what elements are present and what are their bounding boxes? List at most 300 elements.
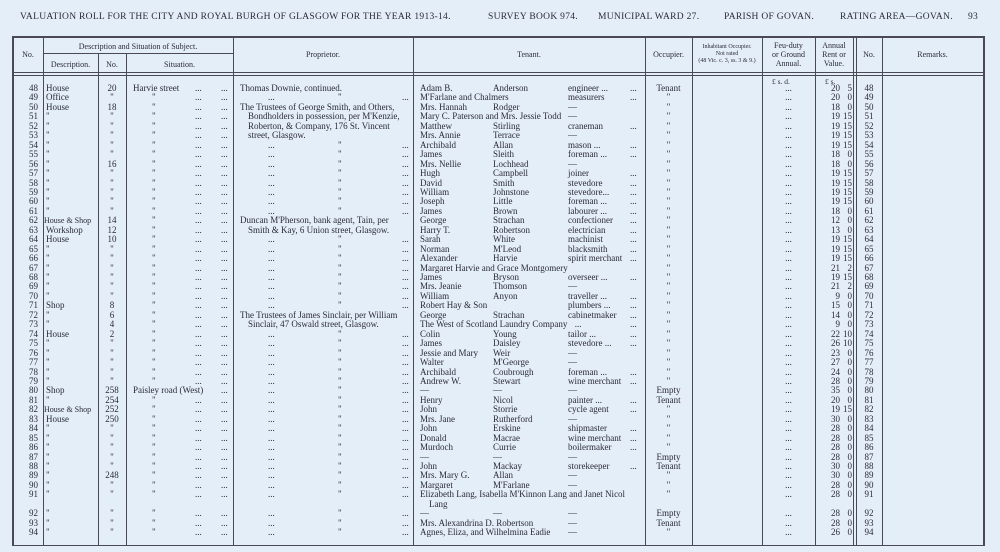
leader-dots: ... [630, 83, 637, 93]
tenant-name: The West of Scotland Laundry Company [420, 319, 568, 330]
rent-pounds: 9 [835, 290, 840, 301]
leader-dots: ... [195, 168, 202, 179]
occupier: " [666, 111, 671, 122]
proprietor-ditto: " [338, 375, 342, 386]
entry-number: 79 [29, 375, 38, 386]
situation-ditto: " [152, 357, 156, 368]
leader-dots: ... [195, 404, 202, 415]
situation-ditto: " [152, 404, 156, 415]
leader-dots: ... [268, 451, 275, 462]
leader-dots: ... [268, 92, 275, 103]
leader-dots: ... [221, 262, 228, 273]
situation-ditto: " [152, 442, 156, 453]
occupier: " [666, 177, 671, 188]
rent-pounds: 18 [831, 149, 840, 160]
leader-dots: ... [630, 442, 637, 453]
street-number: 20 [107, 83, 117, 93]
rent-pounds: 26 [831, 527, 840, 538]
situation-ditto: " [152, 461, 156, 471]
leader-dots: ... [268, 366, 275, 377]
leader-dots: ... [402, 328, 409, 339]
leader-dots: ... [268, 158, 275, 169]
tenant-surname: Thomson [493, 281, 528, 292]
street-number: " [110, 130, 114, 141]
situation-ditto: " [152, 205, 156, 216]
table-row [0, 528, 1000, 537]
tenant-occupation: — [568, 413, 577, 424]
tenant-occupation: mason ... [568, 139, 601, 150]
entry-number-right: 73 [864, 319, 874, 330]
proprietor-ditto: " [338, 158, 342, 169]
description: " [46, 347, 50, 358]
table-top-rule [12, 36, 984, 38]
rent-pounds: 19 [831, 186, 840, 197]
header-no: No. [22, 50, 34, 59]
tenant-surname: Mackay [493, 461, 522, 471]
occupier: " [666, 413, 671, 424]
street-number: 18 [107, 101, 117, 112]
leader-dots: ... [402, 517, 409, 528]
situation-ditto: " [152, 413, 156, 424]
tenant-first-name: Archibald [420, 366, 456, 377]
leader-dots: ... [402, 479, 409, 490]
entry-number: 85 [29, 432, 38, 443]
tenant-surname: Rutherford [493, 413, 533, 424]
description: Shop [46, 300, 65, 311]
rent-pounds: 28 [831, 423, 840, 434]
entry-number: 59 [29, 186, 38, 197]
header-feu-line: or Ground [771, 50, 806, 59]
rent-pounds: 19 [831, 120, 840, 131]
leader-dots: ... [268, 357, 275, 368]
leader-dots: ... [268, 328, 275, 339]
proprietor-ditto: " [338, 404, 342, 415]
feu-duty: ... [785, 527, 792, 538]
tenant-first-name: James [420, 149, 442, 160]
rent-shillings: 15 [843, 243, 852, 254]
situation-ditto: " [152, 168, 156, 179]
tenant-first-name: — [420, 508, 429, 519]
feu-duty: ... [785, 479, 792, 490]
proprietor-ditto: " [338, 423, 342, 434]
situation-ditto: " [152, 527, 156, 538]
entry-number: 93 [29, 517, 38, 528]
leader-dots: ... [402, 357, 409, 368]
proprietor-ditto: " [338, 357, 342, 368]
leader-dots: ... [268, 205, 275, 216]
tenant-occupation: joiner [568, 168, 589, 179]
leader-dots: ... [221, 451, 228, 462]
leader-dots: ... [402, 404, 409, 415]
rent-shillings: 0 [847, 101, 852, 112]
proprietor-ditto: " [338, 139, 342, 150]
tenant-occupation: machinist [568, 234, 603, 245]
tenant-occupation: cycle agent [568, 404, 609, 415]
street-number: 4 [109, 319, 115, 330]
entry-number-right: 87 [864, 451, 874, 462]
leader-dots: ... [195, 394, 202, 405]
rent-pounds: 19 [831, 272, 840, 282]
rating-area: RATING AREA—GOVAN. [840, 12, 953, 22]
tenant-first-name: Mrs. Annie [420, 130, 461, 141]
entry-number-right: 61 [864, 205, 874, 216]
leader-dots: ... [221, 196, 228, 207]
description: Workshop [46, 224, 83, 235]
tenant-first-name: Mrs. Jane [420, 413, 455, 424]
entry-number: 88 [29, 461, 38, 471]
occupier: " [666, 253, 671, 264]
rent-shillings: 0 [847, 479, 852, 490]
rent-shillings: 15 [843, 130, 852, 141]
leader-dots: ... [221, 101, 228, 112]
tenant-occupation: confectioner [568, 215, 613, 226]
proprietor-ditto: " [338, 300, 342, 311]
feu-duty: ... [785, 290, 792, 301]
rent-pounds: 12 [831, 215, 840, 226]
leader-dots: ... [268, 338, 275, 349]
description: " [46, 508, 50, 519]
leader-dots: ... [630, 253, 637, 264]
tenant-surname: Coubrough [493, 366, 534, 377]
leader-dots: ... [402, 375, 409, 386]
street-number: 2 [109, 328, 115, 339]
entry-number-right: 81 [864, 394, 874, 405]
tenant-occupation: — [568, 111, 577, 122]
feu-duty: ... [785, 385, 792, 396]
situation: Harvie street [133, 83, 180, 93]
header-situation: Situation. [164, 60, 195, 69]
tenant-occupation: — [568, 158, 577, 169]
leader-dots: ... [195, 366, 202, 377]
header-remarks: Remarks. [917, 50, 948, 59]
occupier: " [666, 101, 671, 112]
leader-dots: ... [630, 461, 637, 471]
tenant-surname: Currie [493, 442, 516, 453]
occupier: " [666, 479, 671, 490]
leader-dots: ... [221, 139, 228, 150]
tenant-occupation: tailor ... [568, 328, 596, 339]
leader-dots: ... [195, 234, 202, 245]
proprietor-ditto: " [338, 432, 342, 443]
leader-dots: ... [268, 186, 275, 197]
rent-shillings: 2 [847, 262, 852, 273]
entry-number-right: 57 [864, 168, 874, 179]
tenant-first-name: Murdoch [420, 442, 453, 453]
entry-number-right: 84 [864, 423, 874, 434]
tenant-occupation: — [568, 347, 577, 358]
situation-ditto: " [152, 290, 156, 301]
street-number: 250 [105, 413, 119, 424]
proprietor: P:The Trustees of James Sinclair, per William [240, 309, 398, 320]
leader-dots: ... [195, 272, 202, 282]
rent-shillings: 0 [847, 224, 852, 235]
tenant-occupation: storekeeper [568, 461, 610, 471]
rent-pounds: 30 [831, 470, 840, 481]
occupier: " [666, 149, 671, 160]
leader-dots: ... [221, 347, 228, 358]
entry-number-right: 54 [864, 139, 874, 150]
tenant-first-name: John [420, 423, 438, 434]
entry-number: 51 [29, 111, 38, 122]
tenant-occupation: spirit merchant [568, 253, 623, 264]
proprietor-ditto: " [338, 328, 342, 339]
entry-number: 58 [29, 177, 38, 188]
leader-dots: ... [195, 101, 202, 112]
proprietor-ditto: " [338, 413, 342, 424]
rent-shillings: 15 [843, 272, 852, 282]
feu-duty: ... [785, 130, 792, 141]
entry-number-right: 52 [864, 120, 874, 131]
street-number: " [110, 442, 114, 453]
proprietor-ditto: " [338, 461, 342, 471]
entry-number-right: 48 [864, 83, 874, 93]
leader-dots: ... [221, 168, 228, 179]
entry-number-right: 65 [864, 243, 874, 254]
street-number: " [110, 461, 114, 471]
tenant-first-name: Jessie and Mary [420, 347, 478, 358]
street-number: " [110, 366, 114, 377]
entry-number: 69 [29, 281, 38, 292]
description: House [46, 413, 69, 424]
leader-dots: ... [268, 300, 275, 311]
leader-dots: ... [402, 281, 409, 292]
rent-shillings: 0 [847, 432, 852, 443]
tenant-occupation: shipmaster [568, 423, 607, 434]
leader-dots: ... [195, 432, 202, 443]
entry-number-right: 85 [864, 432, 874, 443]
occupier: " [666, 338, 671, 349]
leader-dots: ... [268, 243, 275, 254]
proprietor-ditto: " [338, 243, 342, 254]
leader-dots: ... [221, 442, 228, 453]
tenant-surname: Rodger [493, 101, 520, 112]
leader-dots: ... [630, 186, 637, 197]
description: " [46, 139, 50, 150]
entry-number: 72 [29, 309, 38, 320]
leader-dots: ... [221, 253, 228, 264]
tenant-first-name: Walter [420, 357, 444, 368]
tenant-occupation: boilermaker [568, 442, 612, 453]
tenant-surname: Daisley [493, 338, 521, 349]
entry-number-right: 51 [864, 111, 874, 122]
tenant-first-name: — [420, 385, 429, 396]
tenant-surname: Strachan [493, 309, 525, 320]
tenant-surname: M'George [493, 357, 529, 368]
situation-ditto: " [152, 101, 156, 112]
leader-dots: ... [221, 224, 228, 235]
entry-number: 84 [29, 423, 38, 434]
rent-shillings: 0 [847, 149, 852, 160]
leader-dots: ... [402, 186, 409, 197]
proprietor-ditto: " [338, 205, 342, 216]
tenant-first-name: Sarah [420, 234, 441, 245]
leader-dots: ... [630, 149, 637, 160]
proprietor-ditto: " [338, 272, 342, 282]
proprietor: P:Thomas Downie, continued. [240, 83, 342, 93]
leader-dots: ... [268, 479, 275, 490]
leader-dots: ... [221, 120, 228, 131]
rent-shillings: 0 [847, 489, 852, 500]
leader-dots: ... [221, 375, 228, 386]
description: " [46, 309, 50, 320]
proprietor-ditto: " [338, 508, 342, 519]
tenant-occupation: — [568, 130, 577, 141]
rent-shillings: 0 [847, 158, 852, 169]
rent-pounds: 19 [831, 168, 840, 179]
description: " [46, 470, 50, 481]
feu-duty: ... [785, 404, 792, 415]
rent-shillings: 0 [847, 357, 852, 368]
entry-number: 67 [29, 262, 38, 273]
street-number: " [110, 451, 114, 462]
rent-shillings: 0 [847, 423, 852, 434]
situation-ditto: " [152, 347, 156, 358]
rent-pounds: 30 [831, 413, 840, 424]
street-number: " [110, 281, 114, 292]
rent-pounds: 19 [831, 177, 840, 188]
tenant-occupation: — [568, 101, 577, 112]
proprietor-ditto: " [338, 253, 342, 264]
tenant-occupation: stevedore... [568, 186, 610, 197]
occupier: Tenant [656, 83, 681, 93]
leader-dots: ... [221, 290, 228, 301]
leader-dots: ... [630, 224, 637, 235]
tenant-surname: Sleith [493, 149, 515, 160]
description: " [46, 432, 50, 443]
rent-shillings: 0 [847, 385, 852, 396]
proprietor-ditto: " [338, 451, 342, 462]
proprietor-ditto: " [338, 394, 342, 405]
tenant-surname: Little [493, 196, 513, 207]
tenant-occupation: — [568, 527, 577, 538]
rent-pounds: 28 [831, 508, 840, 519]
feu-duty: ... [785, 461, 792, 471]
situation-ditto: " [152, 243, 156, 254]
occupier: " [666, 139, 671, 150]
rent-shillings: 0 [847, 366, 852, 377]
survey-book: SURVEY BOOK 974. [488, 12, 578, 22]
street-number: " [110, 375, 114, 386]
leader-dots: ... [402, 508, 409, 519]
entry-number: 90 [29, 479, 38, 490]
tenant-first-name: Alexander [420, 253, 458, 264]
leader-dots: ... [402, 489, 409, 500]
situation-ditto: " [152, 489, 156, 500]
leader-dots: ... [195, 489, 202, 500]
entry-number-right: 71 [864, 300, 874, 311]
tenant-first-name: Joseph [420, 196, 445, 207]
rent-pounds: 19 [831, 139, 840, 150]
street-number: " [110, 479, 114, 490]
tenant-first-name: David [420, 177, 442, 188]
tenant-first-name: Harry T. [420, 224, 451, 235]
entry-number: 65 [29, 243, 38, 254]
situation-ditto: " [152, 177, 156, 188]
leader-dots: ... [221, 243, 228, 254]
description: " [46, 338, 50, 349]
header-inhabitant-line: Not rated [715, 51, 739, 57]
leader-dots: ... [268, 461, 275, 471]
feu-duty: ... [785, 177, 792, 188]
proprietor-ditto: " [338, 442, 342, 453]
rent-shillings: 0 [847, 300, 852, 311]
leader-dots: ... [268, 234, 275, 245]
feu-duty: ... [785, 262, 792, 273]
header-feu-line: Annual. [775, 59, 802, 68]
leader-dots: ... [195, 290, 202, 301]
tenant-surname: Macrae [493, 432, 520, 443]
description: " [46, 517, 50, 528]
header-feu-duty [762, 41, 815, 68]
entry-number-right: 59 [864, 186, 874, 197]
rent-pounds: 21 [831, 281, 840, 292]
occupier: " [666, 120, 671, 131]
header-annual-rent [815, 41, 853, 68]
tenant-occupation: electrician [568, 224, 606, 235]
leader-dots: ... [268, 413, 275, 424]
tenant-first-name: — [420, 451, 429, 462]
entry-number-right: 60 [864, 196, 874, 207]
leader-dots: ... [195, 461, 202, 471]
leader-dots: ... [630, 432, 637, 443]
leader-dots: ... [268, 517, 275, 528]
leader-dots: ... [630, 309, 637, 320]
leader-dots: ... [221, 527, 228, 538]
leader-dots: ... [195, 319, 202, 330]
feu-duty: ... [785, 92, 792, 103]
description: " [46, 186, 50, 197]
leader-dots: ... [195, 328, 202, 339]
situation-ditto: " [152, 234, 156, 245]
tenant-surname: M'Farlane [493, 479, 530, 490]
header-inhabitant-line: Inhabitant Occupier. [702, 44, 752, 50]
leader-dots: ... [195, 215, 202, 226]
leader-dots: ... [195, 177, 202, 188]
entry-number: 70 [29, 290, 38, 301]
leader-dots: ... [630, 215, 637, 226]
occupier: " [666, 423, 671, 434]
street-number: " [110, 262, 114, 273]
street-number: " [110, 177, 114, 188]
proprietor-ditto: " [338, 262, 342, 273]
street-number: " [110, 347, 114, 358]
tenant-occupation: stevedore ... [568, 338, 612, 349]
tenant-occupation: — [568, 451, 577, 462]
proprietor: C:Smith & Kay, 6 Union street, Glasgow. [248, 224, 390, 235]
occupier: " [666, 309, 671, 320]
entry-number-right: 68 [864, 272, 874, 282]
proprietor: C:Roberton, & Company, 176 St. Vincent [248, 120, 390, 131]
leader-dots: ... [195, 413, 202, 424]
tenant-first-name: William [420, 290, 450, 301]
description: " [46, 319, 50, 330]
leader-dots: ... [221, 158, 228, 169]
rent-shillings: 0 [847, 347, 852, 358]
entry-number: 48 [29, 83, 38, 93]
situation-ditto: " [152, 508, 156, 519]
tenant-occupation: — [568, 281, 577, 292]
header-rent-line: Annual [822, 41, 846, 50]
entry-number-right: 75 [864, 338, 874, 349]
leader-dots: ... [195, 357, 202, 368]
rent-pounds: 26 [831, 338, 840, 349]
tenant-surname: — [493, 451, 502, 462]
header-number: No. [106, 60, 118, 69]
tenant-occupation: — [568, 470, 577, 481]
feu-duty: ... [785, 338, 792, 349]
entry-number: 75 [29, 338, 38, 349]
street-number: " [110, 120, 114, 131]
